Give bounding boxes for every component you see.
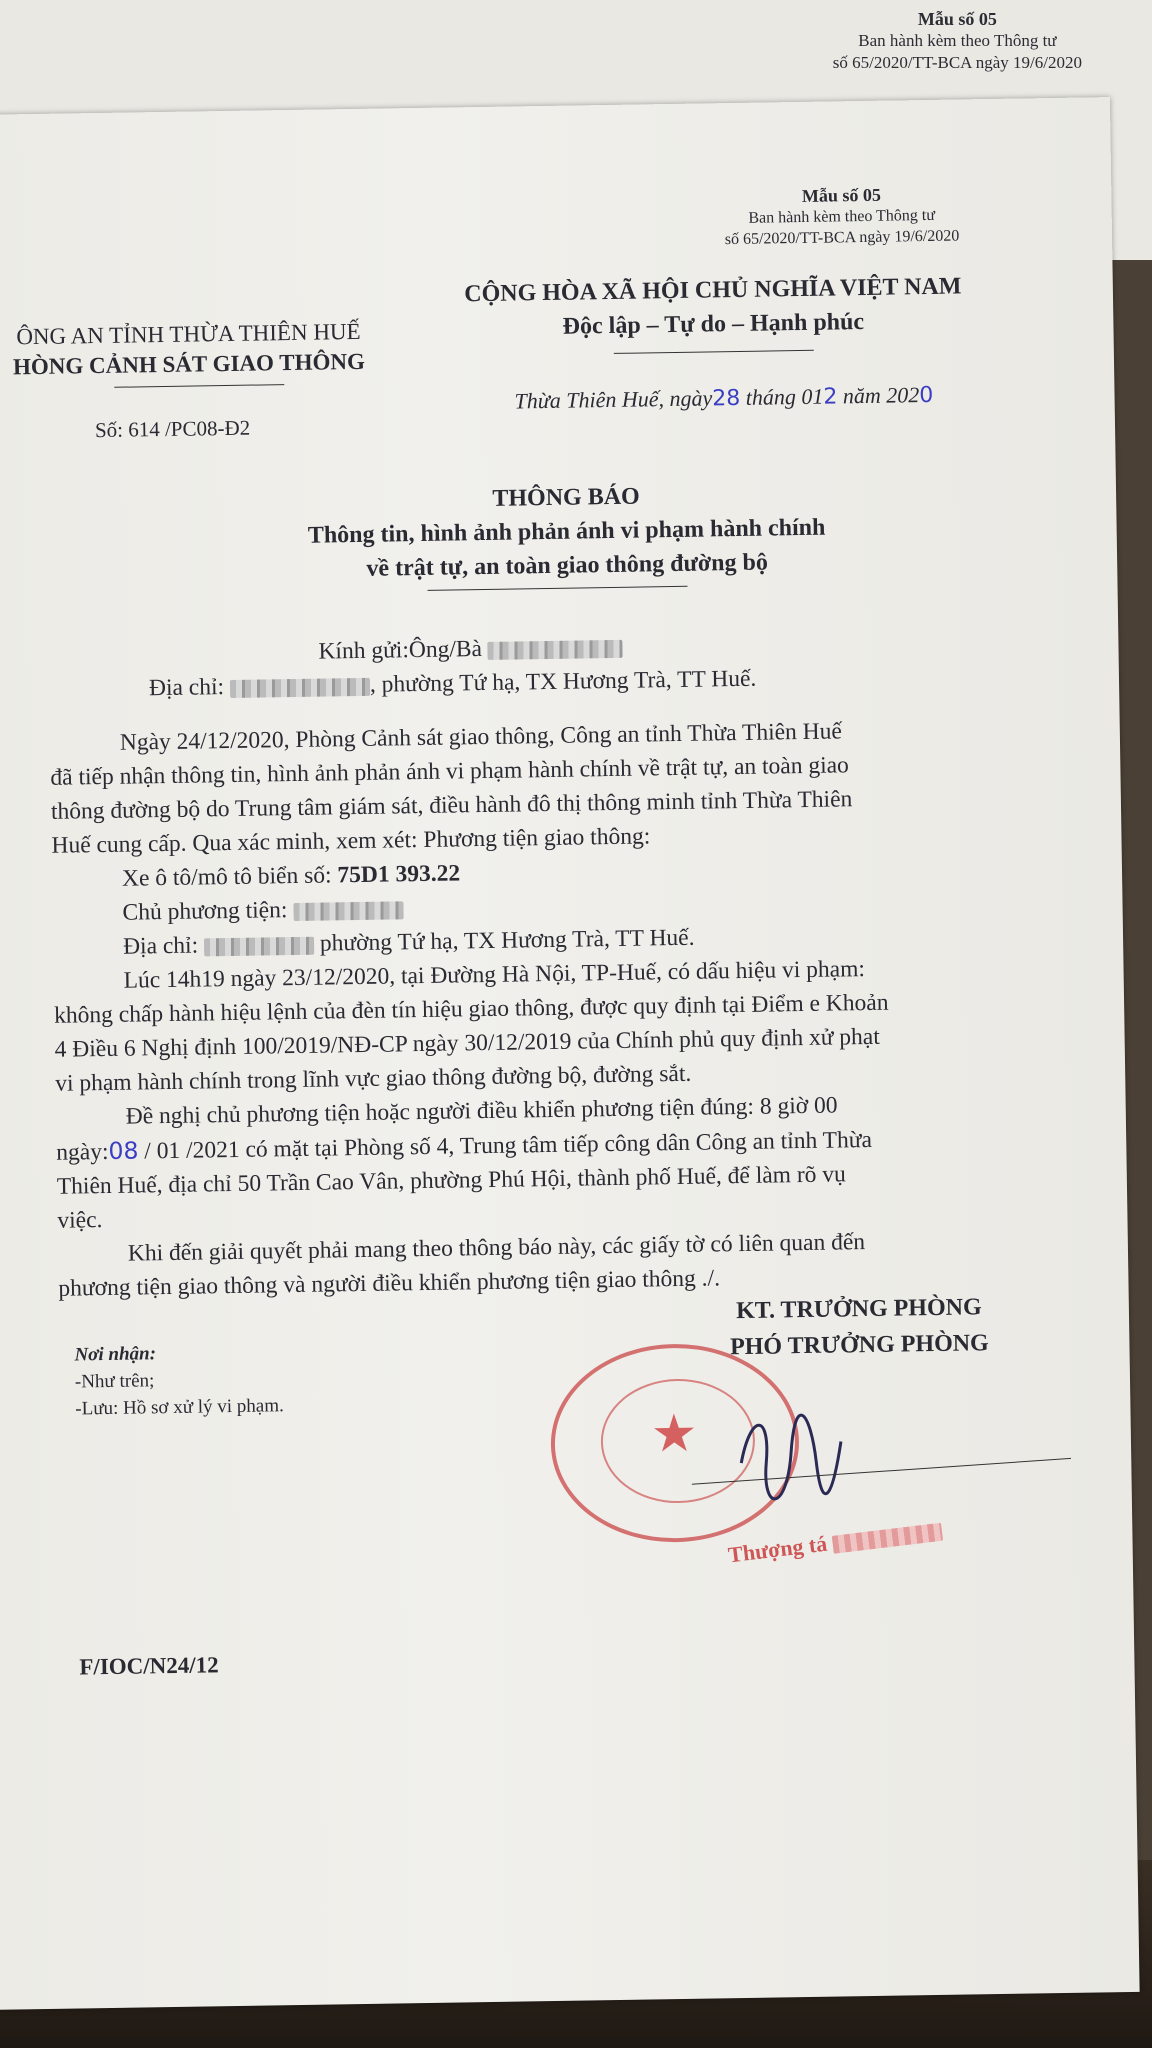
notice-body bbox=[48, 623, 1058, 1306]
national-motto bbox=[433, 269, 994, 346]
agency-underline bbox=[114, 384, 284, 388]
place-date bbox=[514, 382, 933, 415]
handwritten-appointment-day: 08 bbox=[108, 1136, 139, 1165]
notice-document bbox=[0, 97, 1140, 2010]
back-issued-line2: số 65/2020/TT-BCA ngày 19/6/2020 bbox=[832, 53, 1082, 72]
signer-rank: Thượng tá bbox=[726, 1530, 829, 1568]
motto-line2: Độc lập – Tự do – Hạnh phúc bbox=[562, 308, 865, 340]
redacted-signer bbox=[832, 1523, 943, 1554]
motto-underline bbox=[614, 350, 814, 354]
motto-line1: CỘNG HÒA XÃ HỘI CHỦ NGHĨA VIỆT NAM bbox=[464, 273, 962, 308]
recipient-label: Kính gửi:Ông/Bà bbox=[318, 636, 483, 665]
redacted-owner-address bbox=[204, 936, 314, 956]
para4-line1: Khi đến giải quyết phải mang theo thông báo này, các giấy tờ có liên quan đến bbox=[127, 1229, 866, 1267]
para3-line4: việc. bbox=[57, 1207, 103, 1234]
issued-line1: Ban hành kèm theo Thông tư bbox=[748, 206, 936, 227]
signature-line1: KT. TRƯỞNG PHÒNG bbox=[735, 1294, 982, 1325]
title-sub2: về trật tự, an toàn giao thông đường bộ bbox=[366, 549, 769, 582]
para1-line4: Huế cung cấp. Qua xác minh, xem xét: Phương tiện giao thông: bbox=[51, 823, 651, 859]
agency-line1: ÔNG AN TỈNH THỪA THIÊN HUẾ bbox=[16, 318, 361, 350]
issuing-agency bbox=[0, 316, 404, 383]
owner-label: Chủ phương tiện: bbox=[122, 897, 288, 926]
para1-line1: Ngày 24/12/2020, Phòng Cảnh sát giao thông, Công an tỉnh Thừa Thiên Huế bbox=[119, 718, 843, 756]
para4-line2: phương tiện giao thông và người điều khiển phương tiện giao thông ./. bbox=[58, 1265, 721, 1302]
para3-line2-rest: / 01 /2021 có mặt tại Phòng số 4, Trung tâm tiếp công dân Công an tỉnh Thừa bbox=[138, 1126, 873, 1165]
owner-addr-rest: phường Tứ hạ, TX Hương Trà, TT Huế. bbox=[313, 924, 695, 957]
redacted-name bbox=[488, 639, 623, 659]
signature-scribble-icon bbox=[730, 1401, 852, 1513]
recipients-label: Nơi nhận: bbox=[74, 1343, 157, 1366]
form-header bbox=[691, 183, 992, 251]
para2-line4: vi phạm hành chính trong lĩnh vực giao thông đường bộ, đường sắt. bbox=[55, 1060, 692, 1097]
address-rest: , phường Tứ hạ, TX Hương Trà, TT Huế. bbox=[369, 665, 757, 698]
recipient-item1: -Như trên; bbox=[74, 1370, 155, 1393]
signature-line2: PHÓ TRƯỞNG PHÒNG bbox=[729, 1330, 989, 1361]
notice-title bbox=[266, 476, 868, 587]
footer-code: F/IOC/N24/12 bbox=[79, 1652, 219, 1680]
recipients-block bbox=[74, 1338, 284, 1422]
para2-line1: Lúc 14h19 ngày 23/12/2020, tại Đường Hà Nội, TP-Huế, có dấu hiệu vi phạm: bbox=[123, 956, 866, 994]
recipient-item2: -Lưu: Hồ sơ xử lý vi phạm. bbox=[75, 1395, 284, 1420]
form-number: Mẫu số 05 bbox=[801, 184, 882, 206]
para2-line3: 4 Điều 6 Nghị định 100/2019/NĐ-CP ngày 30/12/2019 của Chính phủ quy định xử phạt bbox=[54, 1023, 880, 1063]
signer-name bbox=[727, 1517, 943, 1569]
back-form-number: Mẫu số 05 bbox=[917, 9, 997, 29]
title-underline bbox=[428, 586, 688, 591]
place-prefix: Thừa Thiên Huế, ngày bbox=[514, 385, 713, 414]
para3-line1: Đề nghị chủ phương tiện hoặc người điều khiển phương tiện đúng: 8 giờ 00 bbox=[125, 1092, 838, 1130]
handwritten-month: 2 bbox=[823, 384, 838, 410]
back-issued-line1: Ban hành kèm theo Thông tư bbox=[858, 31, 1057, 50]
para1-line3: thông đường bộ do Trung tâm giám sát, điều hành đô thị thông minh tỉnh Thừa Thiên bbox=[50, 786, 853, 825]
handwritten-day: 28 bbox=[712, 385, 741, 412]
owner-addr-label: Địa chỉ: bbox=[122, 932, 199, 960]
document-number: Số: 614 /PC08-Đ2 bbox=[94, 415, 251, 443]
agency-line2: HÒNG CẢNH SÁT GIAO THÔNG bbox=[12, 348, 366, 380]
month-prefix: tháng 01 bbox=[745, 383, 824, 410]
year-prefix: năm 202 bbox=[842, 382, 920, 409]
redacted-owner bbox=[293, 901, 403, 921]
plate-number: 75D1 393.22 bbox=[337, 860, 461, 889]
para3-line3: Thiên Huế, địa chỉ 50 Trần Cao Vân, phường Phú Hội, thành phố Huế, để làm rõ vụ bbox=[56, 1161, 846, 1200]
star-icon: ★ bbox=[650, 1405, 698, 1464]
issued-line2: số 65/2020/TT-BCA ngày 19/6/2020 bbox=[724, 227, 960, 249]
para2-line2: không chấp hành hiệu lệnh của đèn tín hiệu giao thông, được quy định tại Điểm e Khoản bbox=[53, 989, 889, 1029]
para3-day-label: ngày: bbox=[56, 1138, 109, 1166]
back-sheet-form-header bbox=[833, 8, 1082, 74]
para1-line2: đã tiếp nhận thông tin, hình ảnh phản ánh vi phạm hành chính về trật tự, an toàn giao bbox=[50, 752, 850, 791]
redacted-address bbox=[230, 677, 370, 697]
address-label: Địa chỉ: bbox=[148, 674, 225, 702]
title-sub1: Thông tin, hình ảnh phản ánh vi phạm hành chính bbox=[307, 514, 826, 549]
plate-label: Xe ô tô/mô tô biển số: bbox=[121, 862, 332, 892]
title-main: THÔNG BÁO bbox=[492, 483, 640, 512]
handwritten-year: 0 bbox=[919, 382, 934, 409]
